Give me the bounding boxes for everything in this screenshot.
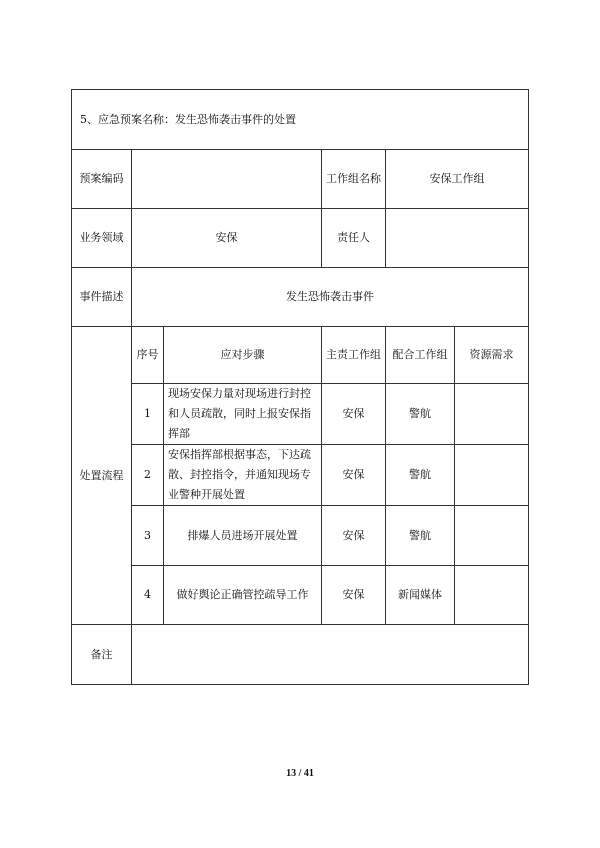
event-description-value: 发生恐怖袭击事件 <box>132 268 529 327</box>
owner-value <box>386 209 529 268</box>
step-support-group: 警航 <box>386 445 455 506</box>
header-seq: 序号 <box>132 327 164 384</box>
business-field-label: 业务领域 <box>72 209 132 268</box>
step-number: 1 <box>132 384 164 445</box>
emergency-plan-document <box>71 89 528 681</box>
header-step: 应对步骤 <box>164 327 322 384</box>
step-support-group: 警航 <box>386 384 455 445</box>
remarks-label: 备注 <box>72 625 132 685</box>
table-row <box>72 445 529 506</box>
step-resources <box>455 384 529 445</box>
step-number: 3 <box>132 506 164 566</box>
table-row <box>72 384 529 445</box>
event-description-label: 事件描述 <box>72 268 132 327</box>
plan-heading: 5、应急预案名称：发生恐怖袭击事件的处置 <box>72 90 529 150</box>
remarks-row <box>72 625 529 685</box>
page-number: 13 / 41 <box>286 768 314 779</box>
step-lead-group: 安保 <box>322 384 386 445</box>
step-text: 现场安保力量对现场进行封控和人员疏散，同时上报安保指挥部 <box>164 384 322 445</box>
table-row <box>72 566 529 625</box>
table-row <box>72 506 529 566</box>
step-text: 排爆人员进场开展处置 <box>164 506 322 566</box>
step-lead-group: 安保 <box>322 445 386 506</box>
step-text: 安保指挥部根据事态，下达疏散、封控指令，并通知现场专业警种开展处置 <box>164 445 322 506</box>
header-support-group: 配合工作组 <box>386 327 455 384</box>
step-resources <box>455 566 529 625</box>
business-row <box>72 209 529 268</box>
process-label: 处置流程 <box>72 327 132 625</box>
step-resources <box>455 445 529 506</box>
step-number: 4 <box>132 566 164 625</box>
step-number: 2 <box>132 445 164 506</box>
work-group-value: 安保工作组 <box>386 150 529 209</box>
work-group-label: 工作组名称 <box>322 150 386 209</box>
business-field-value: 安保 <box>132 209 322 268</box>
step-lead-group: 安保 <box>322 566 386 625</box>
step-resources <box>455 506 529 566</box>
owner-label: 责任人 <box>322 209 386 268</box>
header-lead-group: 主责工作组 <box>322 327 386 384</box>
process-header-row <box>72 327 529 384</box>
emergency-plan-table <box>71 89 529 685</box>
step-lead-group: 安保 <box>322 506 386 566</box>
step-support-group: 新闻媒体 <box>386 566 455 625</box>
plan-code-label: 预案编码 <box>72 150 132 209</box>
step-support-group: 警航 <box>386 506 455 566</box>
plan-code-row <box>72 150 529 209</box>
step-text: 做好舆论正确管控疏导工作 <box>164 566 322 625</box>
heading-row <box>72 90 529 150</box>
plan-code-value <box>132 150 322 209</box>
event-row <box>72 268 529 327</box>
header-resources: 资源需求 <box>455 327 529 384</box>
remarks-value <box>132 625 529 685</box>
